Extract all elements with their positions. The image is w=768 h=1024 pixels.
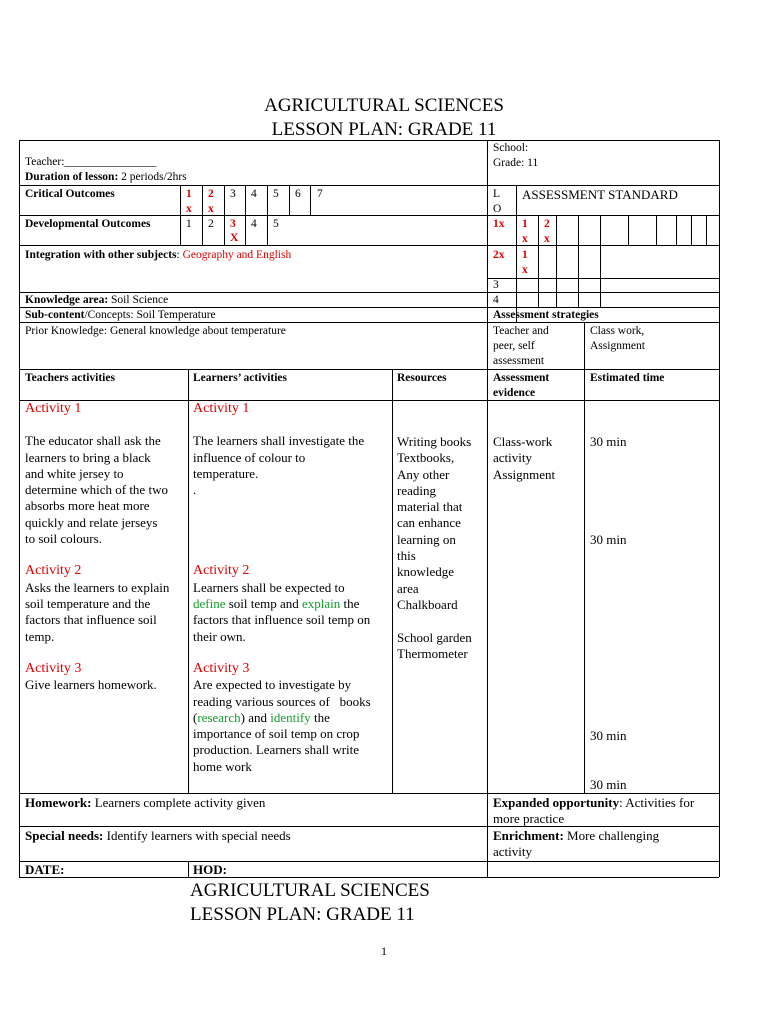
lo-row-1: 1x — [493, 218, 505, 230]
text-fragment: the — [340, 596, 360, 612]
text-line: to soil colours. — [25, 531, 102, 547]
evidence-line: Assignment — [493, 466, 556, 482]
lo-row-1-as2: 2 — [544, 218, 550, 230]
text-line: soil temperature and the — [25, 595, 151, 611]
text-line: and white jersey to — [25, 465, 124, 481]
learner-activity-1-title: Activity 1 — [193, 401, 250, 416]
developmental-4: 4 — [251, 218, 257, 230]
text-line: factors that influence soil — [25, 612, 157, 628]
resource-line: learning on — [397, 531, 456, 547]
critical-6: 6 — [295, 188, 301, 200]
expanded-value: : Activities for — [619, 795, 695, 810]
resource-line: Any other — [397, 466, 450, 482]
knowledge-label: Knowledge area: — [25, 294, 109, 306]
grade-field: Grade: 11 — [493, 157, 539, 169]
learner-activity-3-text — [193, 677, 371, 775]
text-line: learners to bring a black — [25, 449, 151, 465]
date-label: DATE: — [25, 862, 65, 877]
duration — [25, 170, 187, 185]
expanded-label: Expanded opportunity — [493, 795, 620, 810]
keyword-research: research — [197, 709, 241, 725]
enrichment-label: Enrichment: — [493, 828, 564, 843]
header-resources: Resources — [397, 372, 447, 384]
text-line: Learners shall be expected to — [193, 579, 345, 595]
time-2: 30 min — [590, 532, 627, 547]
resource-line: reading — [397, 482, 436, 498]
sub-content — [25, 308, 216, 323]
critical-4: 4 — [251, 188, 257, 200]
duration-label: Duration of lesson: — [25, 171, 119, 183]
text-line: influence of colour to — [193, 449, 306, 465]
text-line — [193, 710, 371, 726]
learners-column — [193, 401, 371, 775]
evidence-list — [493, 434, 555, 483]
text-line — [193, 596, 371, 612]
resource-line: material that — [397, 499, 463, 515]
text-line: . — [193, 482, 197, 498]
text-fragment: ( — [193, 709, 198, 725]
critical-1: 1 — [186, 188, 192, 200]
text-line: The learners shall investigate the — [193, 433, 365, 449]
time-1: 30 min — [590, 434, 627, 449]
text-line: their own. — [193, 628, 246, 644]
lo-row-3: 3 — [493, 279, 499, 291]
enrichment-value: More challenging — [567, 828, 660, 843]
evidence-line: activity — [493, 450, 532, 466]
integration-label: Integration with other subjects — [25, 249, 177, 261]
resource-line: Textbooks, — [397, 450, 455, 466]
integration: Integration with other subjects: Geography and English — [25, 249, 292, 261]
text-line: Asks the learners to explain — [25, 579, 170, 595]
sub-content-value: /Concepts: Soil Temperature — [84, 309, 216, 321]
developmental-5: 5 — [273, 218, 279, 230]
resources-list — [397, 434, 472, 662]
keyword-define: define — [193, 596, 226, 612]
resource-line: Thermometer — [397, 645, 468, 661]
footer-title-line-1: AGRICULTURAL SCIENCES — [190, 880, 430, 901]
lo-row-2-as1: 1 — [522, 249, 528, 261]
resource-line: Writing books — [397, 434, 472, 449]
school-field: School: — [493, 142, 529, 154]
teacher-activity-1-text — [25, 433, 169, 547]
enrichment-value-2: activity — [493, 844, 532, 860]
critical-7: 7 — [317, 188, 323, 200]
critical-outcomes-label: Critical Outcomes — [25, 188, 115, 200]
assessment-strategies-label: Assessment strategies — [493, 309, 599, 321]
teacher-peer-line: peer, self — [493, 340, 535, 352]
resource-line: area — [397, 580, 419, 596]
evidence-line: Class-work — [493, 434, 553, 449]
lo-row-1-as1-mark: x — [522, 233, 528, 245]
teacher-activity-2-text — [25, 580, 169, 645]
critical-2-mark: x — [208, 203, 214, 215]
teacher-peer-assessment — [493, 324, 549, 369]
text-fragment: ) and — [240, 709, 271, 725]
resource-line: this — [397, 548, 416, 564]
knowledge-area — [25, 293, 168, 308]
keyword-explain: explain — [302, 596, 341, 612]
lo-o: O — [493, 203, 502, 215]
special-needs — [25, 828, 291, 844]
learner-activity-3-title: Activity 3 — [193, 660, 250, 676]
lo-row-2: 2x — [493, 249, 505, 261]
teacher-field: Teacher:________________ — [25, 156, 157, 168]
teacher-peer-line: assessment — [493, 355, 545, 367]
homework-label: Homework: — [25, 795, 92, 810]
text-line: determine which of the two — [25, 482, 168, 498]
text-line: reading various sources of books — [193, 693, 371, 709]
learner-activity-1-text — [193, 433, 371, 498]
developmental-3: 3 — [230, 218, 236, 230]
expanded-opportunity — [493, 795, 694, 828]
developmental-2: 2 — [208, 218, 214, 230]
learner-activity-2-title: Activity 2 — [193, 563, 250, 579]
teacher-activity-1-title: Activity 1 — [25, 401, 82, 416]
text-line: quickly and relate jerseys — [25, 514, 158, 530]
classwork-assignment — [590, 324, 645, 354]
teacher-activity-2-title: Activity 2 — [25, 563, 82, 579]
teacher-activity-3-text: Give learners homework. — [25, 677, 157, 693]
classwork-line: Class work, — [590, 325, 645, 337]
special-needs-label: Special needs: — [25, 828, 104, 843]
lo-row-4: 4 — [493, 294, 499, 306]
title-line-2: LESSON PLAN: GRADE 11 — [271, 119, 497, 140]
text-line: Are expected to investigate by — [193, 677, 352, 693]
text-line: absorbs more heat more — [25, 498, 150, 514]
knowledge-value: Soil Science — [111, 294, 169, 306]
duration-value: 2 periods/2hrs — [121, 171, 187, 183]
homework-value: Learners complete activity given — [94, 795, 266, 810]
footer-title-line-2: LESSON PLAN: GRADE 11 — [190, 904, 415, 925]
header-learners-activities: Learners’ activities — [193, 372, 287, 384]
developmental-1: 1 — [186, 218, 192, 230]
resource-line: knowledge — [397, 564, 455, 580]
header-estimated-time: Estimated time — [590, 372, 665, 384]
learner-activity-2-text — [193, 580, 371, 645]
classwork-line: Assignment — [590, 340, 645, 352]
assessment-standard-label: ASSESSMENT STANDARD — [522, 187, 678, 202]
integration-value: Geography and English — [182, 249, 292, 261]
critical-5: 5 — [273, 188, 279, 200]
text-line: temp. — [25, 628, 55, 644]
resource-line: School garden — [397, 629, 472, 645]
text-line: The educator shall ask the — [25, 433, 161, 449]
header-evidence-line: Assessment — [493, 372, 550, 384]
lo-l: L — [493, 188, 501, 200]
header-teachers-activities: Teachers activities — [25, 372, 115, 384]
special-needs-value: Identify learners with special needs — [106, 828, 291, 843]
text-fragment: the — [310, 709, 330, 725]
sub-content-label: Sub-content — [25, 309, 85, 321]
hod-label: HOD: — [193, 862, 227, 877]
time-3: 30 min — [590, 728, 627, 743]
enrichment — [493, 828, 659, 861]
critical-3: 3 — [230, 188, 236, 200]
resource-line: Chalkboard — [397, 596, 458, 612]
teacher-peer-line: Teacher and — [493, 325, 549, 337]
time-4: 30 min — [590, 777, 627, 792]
lo-row-1-as1: 1 — [522, 218, 528, 230]
header-assessment-evidence — [493, 371, 549, 401]
critical-1-mark: x — [186, 203, 192, 215]
lo-row-2-as1-mark: x — [522, 264, 528, 276]
homework — [25, 795, 265, 811]
keyword-identify: identify — [270, 709, 311, 725]
developmental-outcomes-label: Developmental Outcomes — [25, 218, 151, 230]
teachers-column — [25, 401, 169, 693]
expanded-value-2: more practice — [493, 811, 565, 827]
text-line: temperature. — [193, 465, 259, 481]
text-fragment: soil temp and — [225, 596, 303, 612]
lo-row-1-as2-mark: x — [544, 233, 550, 245]
critical-2: 2 — [208, 188, 214, 200]
text-line: production. Learners shall write — [193, 742, 360, 758]
text-line: factors that influence soil temp on — [193, 612, 371, 628]
title-line-1: AGRICULTURAL SCIENCES — [264, 95, 504, 116]
text-line: importance of soil temp on crop — [193, 726, 360, 742]
prior-knowledge: Prior Knowledge: General knowledge about temperature — [25, 325, 286, 337]
teacher-activity-3-title: Activity 3 — [25, 660, 82, 676]
resource-line — [397, 613, 472, 629]
developmental-3-mark: X — [230, 232, 239, 244]
resource-line: can enhance — [397, 515, 461, 531]
text-line: home work — [193, 758, 252, 774]
header-evidence-line: evidence — [493, 387, 536, 399]
page-number: 1 — [381, 944, 387, 958]
